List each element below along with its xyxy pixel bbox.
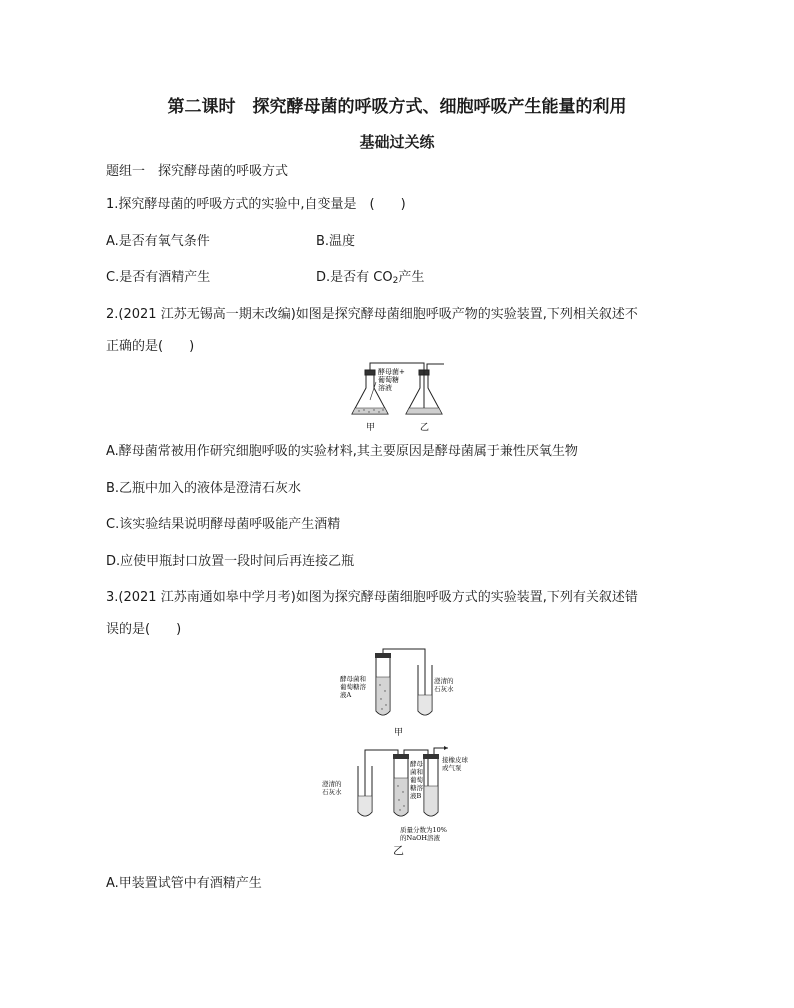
- yi-mid-label-4: 糖溶: [410, 784, 423, 792]
- yi-right-label-1: 接橡皮球: [442, 756, 468, 764]
- figure-label-top1: 酵母菌+: [378, 368, 405, 376]
- tube-lime-liquid: [418, 695, 432, 715]
- question-group-label: 题组一 探究酵母菌的呼吸方式: [106, 164, 289, 179]
- jia-left-label-1: 酵母菌和: [340, 675, 366, 683]
- tube-naoh-stopper: [423, 754, 439, 759]
- q1-option-a: A.是否有氧气条件: [106, 234, 210, 249]
- q1-stem: 1.探究酵母菌的呼吸方式的实验中,自变量是 ( ): [106, 197, 406, 212]
- tube-a-stopper: [375, 653, 391, 658]
- jia-right-label-2: 石灰水: [434, 685, 454, 693]
- tube-b-liquid: [394, 778, 408, 816]
- yi-mid-label-5: 液B: [410, 792, 422, 800]
- q1-option-c: C.是否有酒精产生: [106, 270, 211, 285]
- pump-arrow-icon: [444, 746, 448, 750]
- tube-lime-yi-liquid: [358, 796, 372, 816]
- yi-left-label-1: 澄清的: [322, 780, 342, 788]
- jia-left-label-2: 葡萄糖溶: [340, 683, 366, 691]
- q1-option-d-pre: D.是否有 CO: [316, 270, 393, 285]
- yi-left-label-2: 石灰水: [322, 788, 342, 796]
- q2-stem-line2: 正确的是( ): [106, 339, 195, 354]
- q2-flask-apparatus-figure: [340, 360, 460, 435]
- yi-caption: 乙: [393, 844, 404, 857]
- jia-caption: 甲: [394, 728, 404, 738]
- q3-option-a: A.甲装置试管中有酒精产生: [106, 876, 262, 891]
- section-subtitle: 基础过关练: [359, 133, 435, 151]
- q2-option-c: C.该实验结果说明酵母菌呼吸能产生酒精: [106, 517, 341, 532]
- yi-mid-label-3: 葡萄: [410, 776, 423, 784]
- q2-option-a: A.酵母菌常被用作研究细胞呼吸的实验材料,其主要原因是酵母菌属于兼性厌氧生物: [106, 444, 578, 459]
- q2-option-d: D.应使甲瓶封口放置一段时间后再连接乙瓶: [106, 554, 355, 569]
- q3-stem-line1: 3.(2021 江苏南通如皋中学月考)如图为探究酵母菌细胞呼吸方式的实验装置,下列有关叙述错: [106, 590, 638, 605]
- flask-jia-liquid: [352, 408, 388, 414]
- flask-yi-liquid: [406, 408, 442, 414]
- q3-test-tube-figure-yi: [318, 746, 488, 856]
- figure-label-jia: 甲: [366, 423, 376, 433]
- tube-b-stopper: [393, 754, 409, 759]
- jia-left-label-3: 液A: [340, 691, 352, 699]
- figure-label-yi: 乙: [420, 423, 430, 433]
- q1-option-d-post: 产生: [398, 270, 425, 285]
- jia-right-label-1: 澄清的: [434, 677, 454, 685]
- figure-label-top3: 溶液: [378, 384, 392, 392]
- q2-option-b: B.乙瓶中加入的液体是澄清石灰水: [106, 481, 302, 496]
- yi-bottom-label-2: 的NaOH溶液: [400, 834, 441, 842]
- yi-bottom-label-1: 质量分数为10%: [400, 826, 447, 834]
- yi-mid-label-1: 酵母: [410, 760, 423, 768]
- figure-label-top2: 葡萄糖: [378, 376, 399, 384]
- tube-a-liquid: [376, 677, 390, 715]
- q1-option-b: B.温度: [316, 234, 356, 249]
- q3-test-tube-figure-jia: [330, 645, 470, 740]
- yi-right-label-2: 或气泵: [442, 764, 462, 772]
- tube-naoh-liquid: [424, 786, 438, 816]
- q1-option-d: [316, 269, 424, 290]
- flask-jia-stopper: [365, 370, 375, 375]
- q2-stem-line1: 2.(2021 江苏无锡高一期末改编)如图是探究酵母菌细胞呼吸产物的实验装置,下列相关叙述不: [106, 307, 638, 322]
- outlet-tube: [427, 364, 444, 370]
- yi-mid-label-2: 菌和: [410, 768, 423, 776]
- page-title: 第二课时 探究酵母菌的呼吸方式、细胞呼吸产生能量的利用: [167, 97, 627, 117]
- q1-option-d-sub: 2: [392, 276, 399, 286]
- q3-stem-line2: 误的是( ): [106, 622, 182, 637]
